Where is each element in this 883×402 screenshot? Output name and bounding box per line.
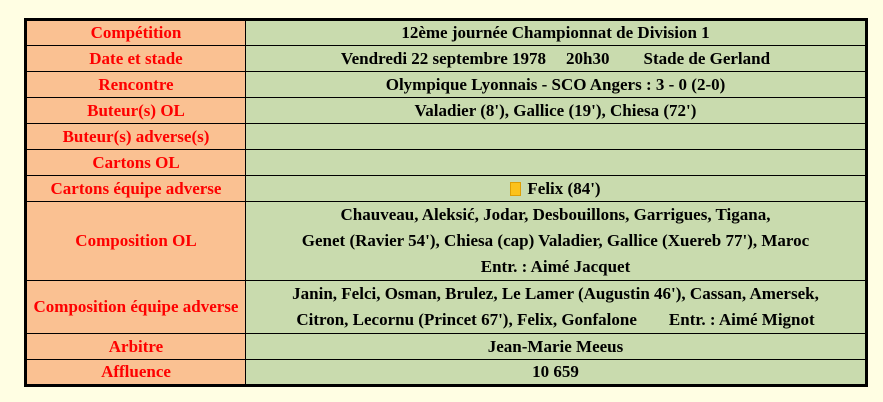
row-value-cartons-ol [246,150,867,176]
row-label-buteurs-ol: Buteur(s) OL [26,98,246,124]
match-date: Vendredi 22 septembre 1978 [340,48,547,68]
row-value-rencontre: Olympique Lyonnais - SCO Angers : 3 - 0 (2-0) [246,72,867,98]
row-value-arbitre: Jean-Marie Meeus [246,334,867,360]
row-label-buteurs-adverses: Buteur(s) adverse(s) [26,124,246,150]
table-row [26,98,867,124]
table-row [26,46,867,72]
row-label-affluence: Affluence [26,360,246,386]
row-value-buteurs-adverses [246,124,867,150]
row-value-affluence: 10 659 [246,360,867,386]
row-value-buteurs-ol: Valadier (8'), Gallice (19'), Chiesa (72') [246,98,867,124]
yellow-card-icon [510,182,521,196]
composition-adverse-line-2 [250,307,861,333]
row-label-composition-adverse: Composition équipe adverse [26,281,246,334]
row-label-composition-ol: Composition OL [26,202,246,281]
composition-ol-line-3: Entr. : Aimé Jacquet [480,257,631,276]
row-label-rencontre: Rencontre [26,72,246,98]
table-row [26,176,867,202]
composition-ol-line-2: Genet (Ravier 54'), Chiesa (cap) Valadier, Gallice (Xuereb 77'), Maroc [301,231,810,250]
table-row [26,124,867,150]
composition-adverse-coach: Entr. : Aimé Mignot [668,310,815,329]
row-value-date-stade [246,46,867,72]
composition-adverse-players: Citron, Lecornu (Princet 67'), Felix, Gonfalone [296,310,637,329]
table-row [26,150,867,176]
row-value-cartons-adverse [246,176,867,202]
table-row [26,20,867,46]
row-label-date-stade: Date et stade [26,46,246,72]
match-time: 20h30 [566,48,610,68]
row-value-composition-adverse [246,281,867,334]
match-stadium: Stade de Gerland [643,48,771,68]
row-value-competition: 12ème journée Championnat de Division 1 [246,20,867,46]
table-row [26,334,867,360]
table-row [26,360,867,386]
row-label-arbitre: Arbitre [26,334,246,360]
row-label-cartons-ol: Cartons OL [26,150,246,176]
carded-player: Felix (84') [527,178,601,198]
row-label-competition: Compétition [26,20,246,46]
row-value-composition-ol [246,202,867,281]
table-row [26,281,867,334]
table-row [26,72,867,98]
composition-adverse-line-1: Janin, Felci, Osman, Brulez, Le Lamer (Augustin 46'), Cassan, Amersek, [292,284,819,303]
composition-ol-line-1: Chauveau, Aleksić, Jodar, Desbouillons, Garrigues, Tigana, [340,205,771,224]
table-row [26,202,867,281]
match-info-table [24,18,868,387]
row-label-cartons-adverse: Cartons équipe adverse [26,176,246,202]
